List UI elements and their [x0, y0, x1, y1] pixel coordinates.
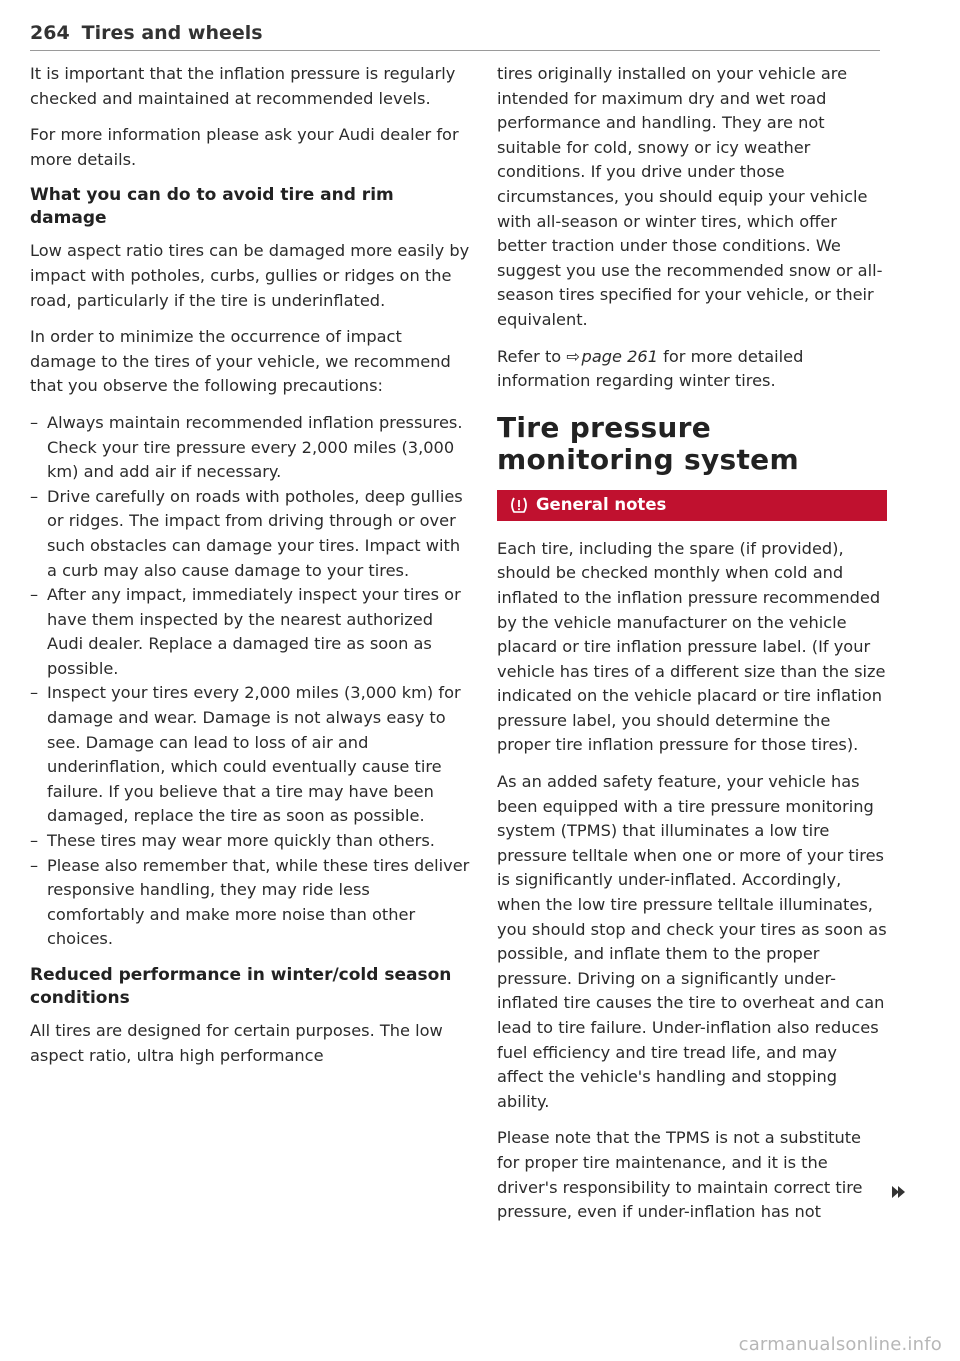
left-column	[30, 62, 470, 1080]
list-item: – After any impact, immediately inspect your tires or have them inspected by the nearest authorized Audi dealer. Replace a damaged tire as soon as possible.	[30, 583, 470, 681]
paragraph: For more information please ask your Audi dealer for more details.	[30, 125, 459, 169]
continue-arrow-icon	[892, 1183, 906, 1202]
paragraph: All tires are designed for certain purposes. The low aspect ratio, ultra high performance	[30, 1021, 443, 1065]
header-rule	[30, 50, 880, 51]
paragraph: In order to minimize the occurrence of impact damage to the tires of your vehicle, we recommend that you observe the following precautions:	[30, 327, 451, 396]
precautions-list	[30, 411, 470, 952]
section-heading: Tire pressure monitoring system	[497, 410, 799, 476]
paragraph: tires originally installed on your vehicle are intended for maximum dry and wet road performance and handling. They are not suitable for cold, snowy or icy weather conditions. If you drive under those circumstances, you should equip your vehicle with all-season or winter tires, which offer better traction under those conditions. We suggest you use the recommended snow or all-season tires specified for your vehicle, or their equivalent.	[497, 64, 883, 329]
paragraph: Please note that the TPMS is not a substitute for proper tire maintenance, and it is the driver's responsibility to maintain correct tire pressure, even if under-inflation has not	[497, 1128, 863, 1222]
page-header	[30, 22, 880, 51]
paragraph: It is important that the inflation pressure is regularly checked and maintained at recommended levels.	[30, 64, 456, 108]
list-item: – Please also remember that, while these tires deliver responsive handling, they may ride less comfortably and make more noise than other choices.	[30, 854, 470, 952]
subheading-winter: Reduced performance in winter/cold season conditions	[30, 965, 452, 1008]
page-number: 264	[30, 22, 70, 44]
crossref-arrow-icon: ⇨	[566, 346, 580, 366]
paragraph: As an added safety feature, your vehicle has been equipped with a tire pressure monitoring system (TPMS) that illuminates a low tire pressure telltale when one or more of your tires is significantly under-inflated. Accordingly, when the low tire pressure telltale illuminates, you should stop and check your tires as soon as possible, and inflate them to the proper pressure. Driving on a significantly under-inflated tire causes the tire to overheat and can lead to tire failure. Under-inflation also reduces fuel efficiency and tire tread life, and may affect the vehicle's handling and stopping ability.	[497, 772, 887, 1111]
crossref-suffix: for more detailed information regarding winter tires.	[497, 346, 804, 391]
paragraph-crossref	[497, 345, 887, 394]
page-reference-link[interactable]	[566, 347, 658, 366]
general-notes-bar	[497, 490, 887, 521]
list-item: – Drive carefully on roads with potholes, deep gullies or ridges. The impact from driving through or over such obstacles can damage your tires. Impact with a curb may also cause damage to your tires.	[30, 485, 470, 583]
paragraph: Low aspect ratio tires can be damaged more easily by impact with potholes, curbs, gullies or ridges on the road, particularly if the tire is underinflated.	[30, 241, 470, 310]
list-item: – Always maintain recommended inflation pressures. Check your tire pressure every 2,000 miles (3,000 km) and add air if necessary.	[30, 411, 470, 485]
paragraph: Each tire, including the spare (if provided), should be checked monthly when cold and inflated to the inflation pressure recommended by the vehicle manufacturer on the vehicle placard or tire inflation pressure label. (If your vehicle has tires of a different size than the size indicated on the vehicle placard or tire inflation pressure label, you should determine the proper tire inflation pressure for those tires).	[497, 538, 886, 755]
crossref-prefix: Refer to	[497, 346, 567, 366]
right-column	[497, 62, 887, 1237]
running-section-title: Tires and wheels	[81, 22, 263, 44]
crossref-page: page 261	[581, 346, 659, 366]
list-item: – These tires may wear more quickly than others.	[30, 829, 470, 854]
header-row	[30, 22, 880, 44]
watermark: carmanualsonline.info	[738, 1334, 942, 1355]
list-item: – Inspect your tires every 2,000 miles (3,000 km) for damage and wear. Damage is not always easy to see. Damage can lead to loss of air and underinflation, which could eventually cause tire failure. If you believe that a tire may have been damaged, replace the tire as soon as possible.	[30, 681, 470, 829]
subheading-rim-damage: What you can do to avoid tire and rim damage	[30, 185, 394, 229]
tire-pressure-warning-icon	[509, 496, 529, 514]
notes-label: General notes	[536, 494, 667, 514]
